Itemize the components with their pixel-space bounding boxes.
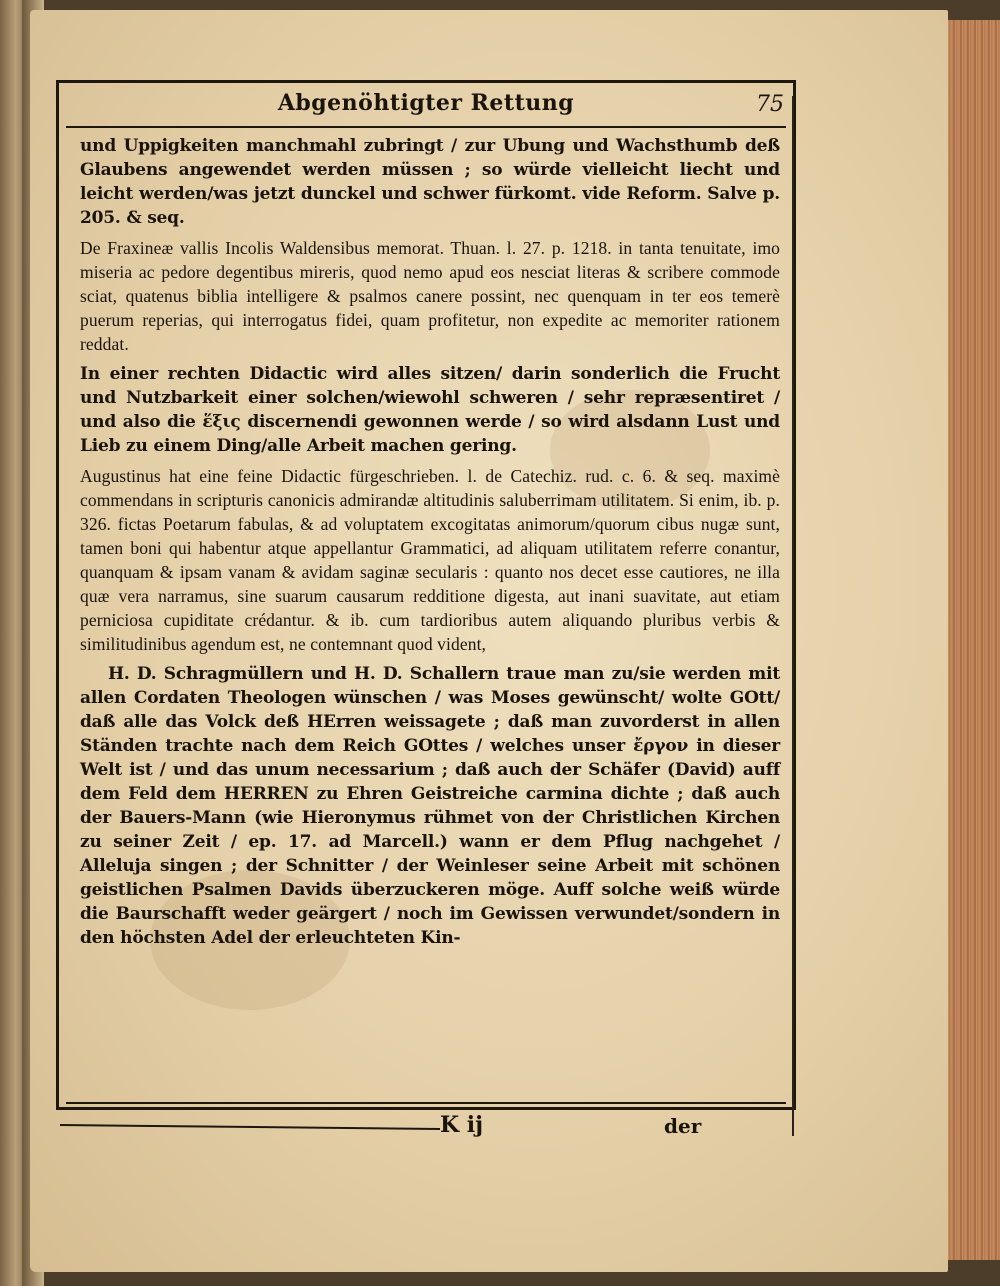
paragraph-1: und Uppigkeiten manchmahl zubringt / zur Ubung und Wachsthumb deß Glaubens angewendet werden müssen ; so würde vielleicht liecht und leicht werden/was jetzt dunckel und schwer fürkomt. vide Reform. Salve p. 205. & seq. [80, 136, 780, 228]
page-fore-edge [942, 20, 1000, 1260]
paragraph-4: Augustinus hat eine feine Didactic fürgeschrieben. l. de Catechiz. rud. c. 6. & seq. maximè commendans in scripturis canonicis admirandæ altitudinis saluberrimam utilitatem. Si enim, ib. p. 326. fictas Poetarum fabulas, & ad voluptatem excogitatas animorum/quorum cibus nugæ sunt, tamen boni qui habentur atque appellantur Grammatici, ad aliquam utilitatem referre conantur, quanquam & ipsam vanam & avidam saginæ secularis : quanto nos decet esse cautiores, ne illa quæ vera narramus, sine suarum causarum redditione digesta, aut inani suavitate, aut etiam perniciosa cupiditate crédantur. & ib. cum tardioribus autem aliquando pluribus verbis & similitudinibus agendum est, ne contemnant quod vident, [80, 466, 780, 654]
paragraph-2: De Fraxineæ vallis Incolis Waldensibus memorat. Thuan. l. 27. p. 1218. in tanta tenuitate, imo miseria ac pedore degentibus mireris, quod nemo apud eos nesciat literas & scribere commode sciat, quatenus biblia intelligere & psalmos canere possint, nec quenquam in ter eos temerè puerum reperias, qui interrogatus fidei, quam profitetur, non expedite ac memoriter rationem reddat. [80, 238, 780, 354]
signature-mark: K ij [440, 1112, 484, 1138]
text-block [80, 134, 780, 956]
paragraph-3: In einer rechten Didactic wird alles sitzen/ darin sonderlich die Frucht und Nutzbarkeit einer solchen/wiewohl schweren / sehr repræsentiret / und also die ἕξις discernendi gewonnen werde / so wird alsdann Lust und Lieb zu einem Ding/alle Arbeit machen gering. [80, 364, 780, 456]
page-number: 75 [756, 92, 784, 117]
paragraph-5: H. D. Schragmüllern und H. D. Schallern traue man zu/sie werden mit allen Cordaten Theologen wünschen / was Moses gewünscht/ wolte GOtt/ daß alle das Volck deß HErren weissagete ; daß man zuvorderst in allen Ständen trachte nach dem Reich GOttes / welches unser ἔργον in dieser Welt ist / und das unum necessarium ; daß auch der Schäfer (David) auff dem Feld dem HERREN zu Ehren Geistreiche carmina dichte ; daß auch der Bauers-Mann (wie Hieronymus rühmet von der Christlichen Kirchen zu seiner Zeit / ep. 17. ad Marcell.) wann er dem Pflug nachgehet / Alleluja singen ; der Schnitter / der Weinleser seine Arbeit mit schönen geistlichen Psalmen Davids überzuckeren möge. Auff solche weiß würde die Baurschafft weder geärgert / noch im Gewissen verwundet/sondern in den höchsten Adel der erleuchteten Kin- [80, 664, 780, 948]
margin-line [792, 96, 794, 1136]
running-head: Abgenöhtigter Rettung [277, 90, 575, 116]
header-rule [66, 126, 786, 128]
bottom-rule [66, 1102, 786, 1104]
catchword: der [664, 1114, 702, 1138]
